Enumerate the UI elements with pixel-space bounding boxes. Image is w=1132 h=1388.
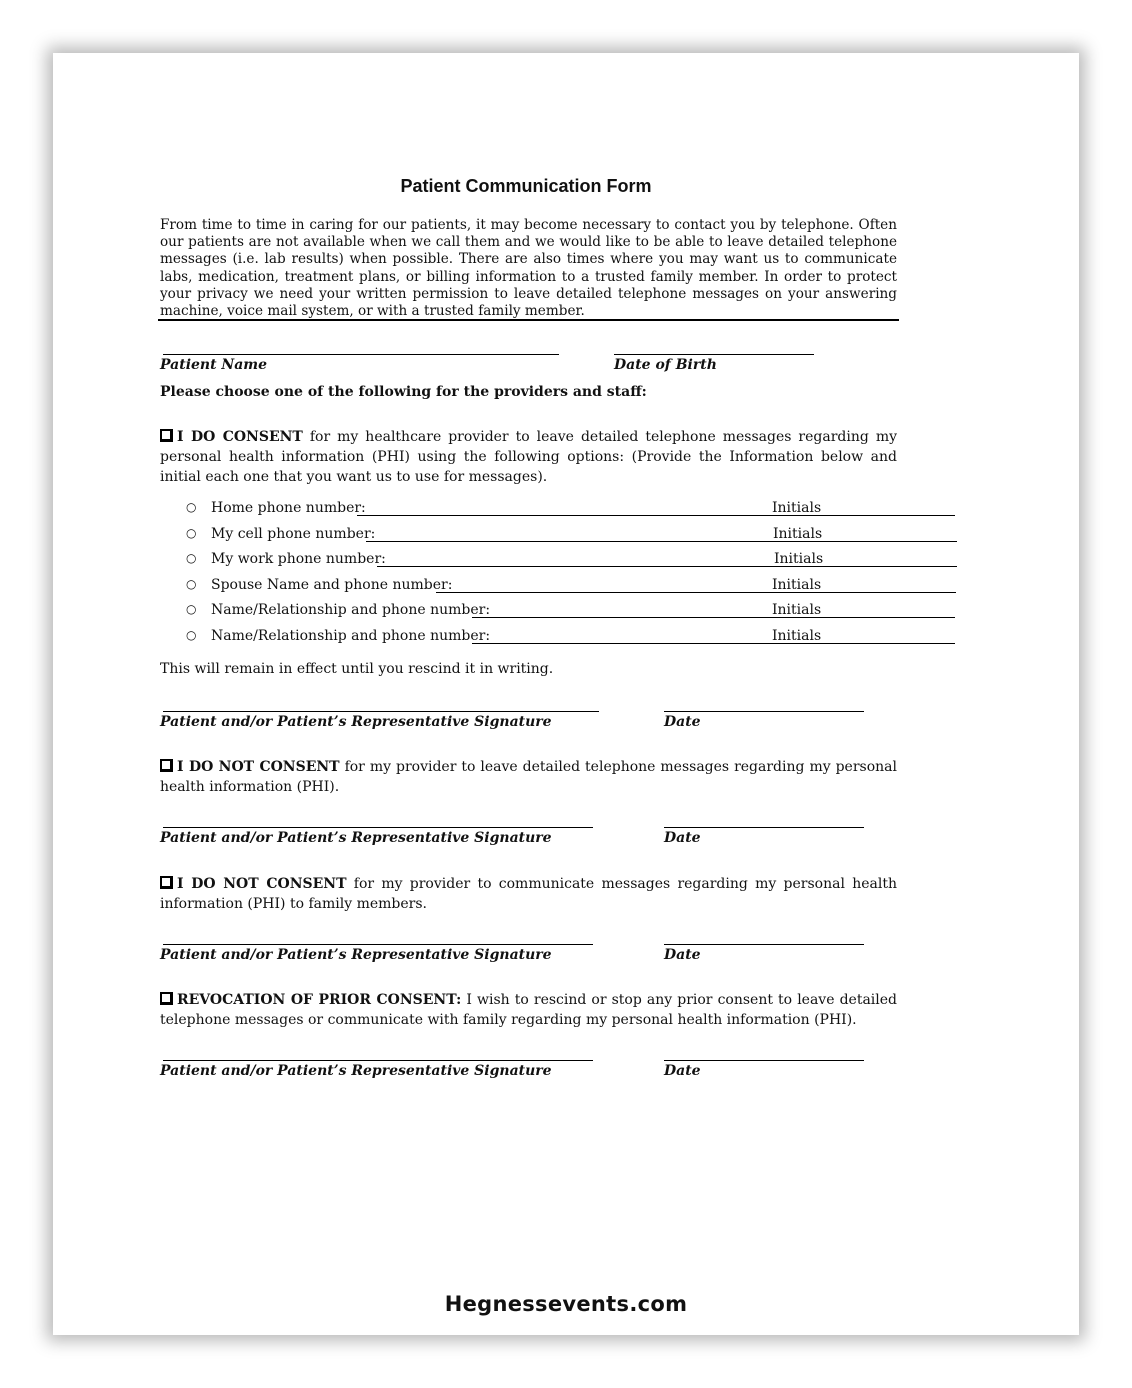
consent-text: for my healthcare provider to leave detailed telephone messages regarding my personal health information (PHI) using the following options: (Provide the Information below and initial each one that you want us to use for messages). [160, 429, 898, 485]
date-label: Date [664, 947, 701, 963]
rescind-note: This will remain in effect until you rescind it in writing. [160, 661, 554, 677]
list-item [186, 500, 886, 520]
option-label: Spouse Name and phone number: [211, 577, 453, 593]
revocation-heading: REVOCATION OF PRIOR CONSENT: [177, 992, 462, 1008]
date-label: Date [664, 830, 701, 846]
not-consent-messages-text: for my provider to leave detailed telephone messages regarding my personal health information (PHI). [160, 759, 897, 795]
section-divider [158, 319, 899, 321]
choose-instruction: Please choose one of the following for the providers and staff: [160, 384, 647, 400]
revocation-option [160, 990, 897, 1030]
initials-label: Initials [772, 602, 822, 618]
intro-paragraph: From time to time in caring for our patients, it may become necessary to contact you by telephone. Often our patients are not available when we call them and we would like to be able to leave detailed telephone messages (i.e. lab results) when possible. There are also times where you may want us to communicate labs, medication, treatment plans, or billing information to a trusted family member. In order to protect your privacy we need your written permission to leave detailed telephone messages on your answering machine, voice mail system, or with a trusted family member. [160, 217, 897, 320]
not-consent-family-text: for my provider to communicate messages regarding my personal health information (PHI) to family members. [160, 876, 897, 912]
signature-label: Patient and/or Patient’s Representative Signature [160, 830, 552, 846]
initials-input-line[interactable] [823, 566, 874, 567]
bullet-icon: ○ [186, 500, 197, 514]
option-label: My work phone number: [211, 551, 386, 567]
initials-input-line[interactable] [822, 592, 873, 593]
date-of-birth-label: Date of Birth [614, 357, 717, 373]
option-input-line[interactable] [472, 617, 955, 618]
list-item [186, 602, 886, 622]
option-label: Home phone number: [211, 500, 366, 516]
not-consent-messages-checkbox[interactable] [160, 759, 173, 772]
bullet-icon: ○ [186, 526, 197, 540]
patient-name-field[interactable] [163, 354, 559, 355]
initials-input-line[interactable] [822, 643, 873, 644]
date-label: Date [664, 714, 701, 730]
list-item [186, 628, 886, 648]
signature-field[interactable] [163, 711, 599, 712]
revocation-checkbox[interactable] [160, 992, 173, 1005]
initials-label: Initials [772, 628, 822, 644]
signature-label: Patient and/or Patient’s Representative Signature [160, 947, 552, 963]
signature-label: Patient and/or Patient’s Representative Signature [160, 714, 552, 730]
initials-label: Initials [772, 577, 822, 593]
initials-label: Initials [774, 551, 824, 567]
revocation-text: I wish to rescind or stop any prior consent to leave detailed telephone messages or communicate with family regarding my personal health information (PHI). [160, 992, 897, 1028]
form-title: Patient Communication Form [400, 176, 652, 196]
bullet-icon: ○ [186, 602, 197, 616]
not-consent-family-heading: I DO NOT CONSENT [177, 876, 347, 892]
consent-option [160, 427, 897, 487]
initials-input-line[interactable] [819, 515, 869, 516]
consent-checkbox[interactable] [160, 429, 173, 442]
initials-input-line[interactable] [823, 541, 874, 542]
signature-label: Patient and/or Patient’s Representative Signature [160, 1063, 552, 1079]
initials-label: Initials [773, 526, 823, 542]
signature-field[interactable] [163, 1060, 593, 1061]
list-item [186, 551, 886, 571]
site-watermark: Hegnessevents.com [444, 1292, 688, 1316]
bullet-icon: ○ [186, 551, 197, 565]
list-item [186, 526, 886, 546]
consent-heading: I DO CONSENT [177, 429, 303, 445]
option-label: Name/Relationship and phone number: [211, 628, 491, 644]
date-field[interactable] [664, 1060, 864, 1061]
date-field[interactable] [664, 711, 864, 712]
option-label: My cell phone number: [211, 526, 376, 542]
not-consent-messages-option [160, 757, 897, 797]
signature-field[interactable] [163, 827, 593, 828]
patient-name-label: Patient Name [160, 357, 268, 373]
option-input-line[interactable] [436, 592, 956, 593]
date-field[interactable] [664, 827, 864, 828]
not-consent-family-checkbox[interactable] [160, 876, 173, 889]
list-item [186, 577, 886, 597]
date-field[interactable] [664, 944, 864, 945]
initials-label: Initials [772, 500, 822, 516]
signature-field[interactable] [163, 944, 593, 945]
date-label: Date [664, 1063, 701, 1079]
option-label: Name/Relationship and phone number: [211, 602, 491, 618]
not-consent-messages-heading: I DO NOT CONSENT [177, 759, 340, 775]
date-of-birth-field[interactable] [614, 354, 814, 355]
bullet-icon: ○ [186, 577, 197, 591]
not-consent-family-option [160, 874, 897, 914]
initials-input-line[interactable] [822, 617, 873, 618]
bullet-icon: ○ [186, 628, 197, 642]
option-input-line[interactable] [472, 643, 955, 644]
